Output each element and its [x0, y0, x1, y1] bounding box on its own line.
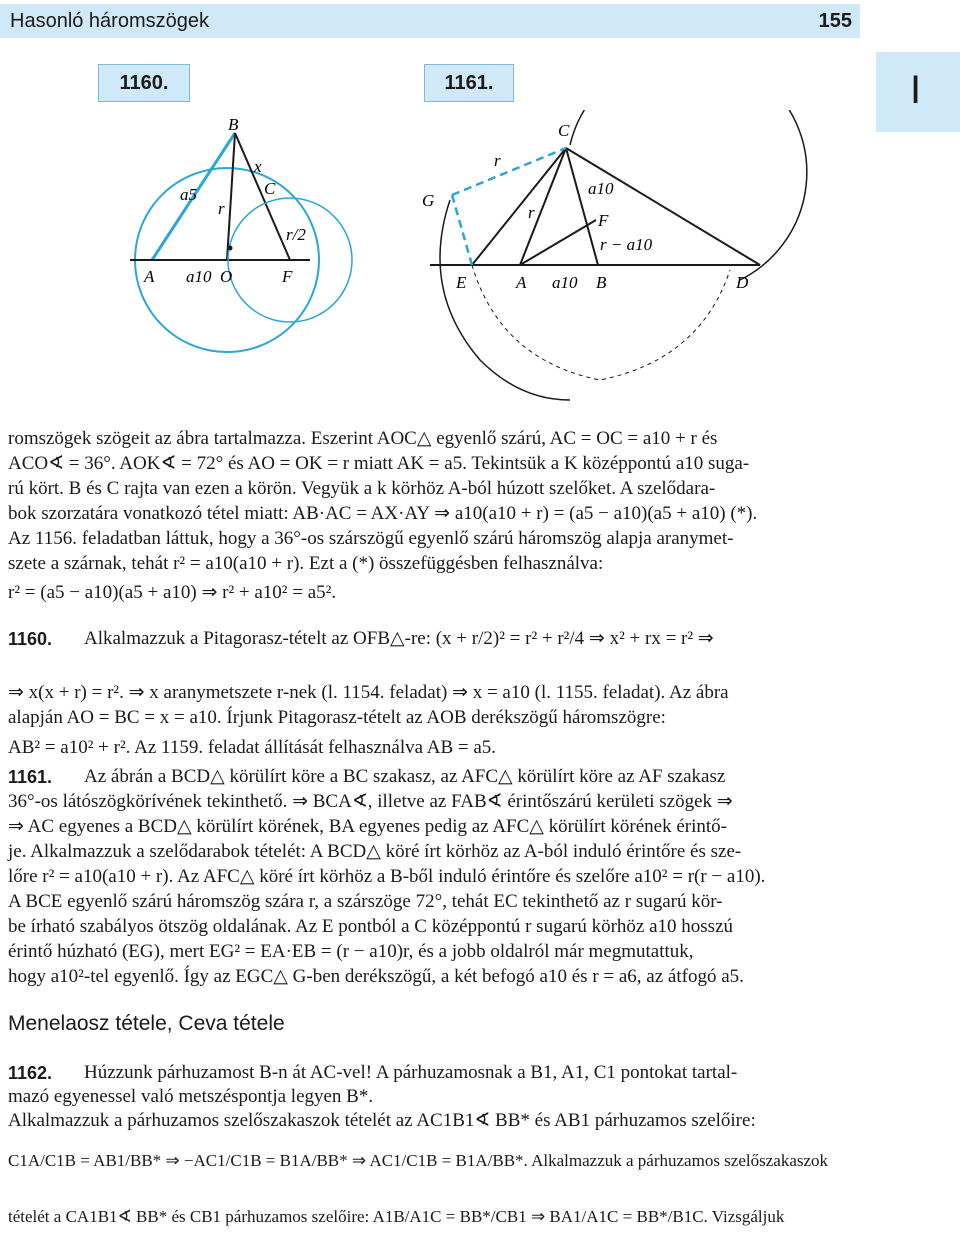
label-a10-top: a10 [588, 179, 614, 198]
label-F: F [282, 267, 293, 286]
text-line: A BCE egyenlő szárú háromszög szára r, a szárszöge 72°, tehát EC tekinthető az r sugarú kör- [8, 891, 723, 912]
label-a10: a10 [186, 267, 212, 286]
text-line: AB² = a10² + r². Az 1159. feladat állítását felhasználva AB = a5. [8, 737, 497, 758]
figure-1161 [400, 110, 830, 405]
figure-1160-bf [235, 133, 290, 260]
label-F: F [598, 211, 609, 230]
label-x: x [254, 157, 262, 176]
text-line: tételét a CA1B1∢ BB* és CB1 párhuzamos szelőire: A1B/A1C = BB*/CB1 ⇒ BA1/A1C = BB*/B1C. Vizsgáljuk [8, 1207, 785, 1226]
text-line: je. Alkalmazzuk a szelődarabok tételét: A BCD△ köré írt körhöz az A-ból induló érintőre és sze- [8, 841, 742, 862]
figure-1161-cd [566, 148, 760, 265]
page-header-title: Hasonló háromszögek [10, 10, 209, 32]
label-C: C [264, 179, 276, 198]
figure-1160 [130, 110, 380, 410]
text-line: ⇒ AC egyenes a BCD△ körülírt körének, BA egyenes pedig az AFC△ körülírt körének érintő- [8, 816, 727, 837]
text-line: lőre r² = a10(a10 + r). Az AFC△ köré írt körhöz a B-ből induló érintőre és szelőre a10² = r(r − a10). [8, 866, 766, 887]
text-line: be írható szabályos ötszög oldalának. Az E pontból a C középpontú r sugarú körhöz a10 hosszú [8, 916, 733, 937]
chapter-tab-label: I [910, 68, 922, 112]
text-line: Húzzunk párhuzamost B-n át AC-vel! A párhuzamosnak a B1, A1, C1 pontokat tartal- [84, 1062, 738, 1083]
text-line: Alkalmazzuk a Pitagorasz-tételt az OFB△-re: (x + r/2)² = r² + r²/4 ⇒ x² + rx = r² ⇒ [84, 628, 714, 649]
text-line: C1A/C1B = AB1/BB* ⇒ −AC1/C1B = B1A/BB* ⇒ AC1/C1B = B1A/BB*. Alkalmazzuk a párhuzamos szelőszakaszok [8, 1151, 829, 1170]
text-line: Alkalmazzuk a párhuzamos szelőszakaszok tételét az AC1B1∢ BB* és AB1 párhuzamos szelőire: [8, 1110, 756, 1131]
figure-1161-ce [472, 148, 566, 265]
label-B: B [596, 273, 607, 292]
figure-1161-ca [520, 148, 566, 265]
chapter-tab [876, 52, 960, 132]
label-C: C [558, 121, 570, 140]
text-line: Az 1156. feladatban láttuk, hogy a 36°-os szárszögű egyenlő szárú háromszög alapja aranymet- [8, 528, 734, 549]
label-r-mid: r [528, 203, 535, 222]
label-r2: r/2 [286, 225, 306, 244]
label-A: A [516, 273, 527, 292]
text-line: romszögek szögeit az ábra tartalmazza. Eszerint AOC△ egyenlő szárú, AC = OC = a10 + r és [8, 428, 718, 449]
text-line: alapján AO = BC = x = a10. Írjunk Pitagorasz-tételt az AOB derékszögű háromszögre: [8, 707, 666, 728]
text-line: bok szorzatára vonatkozó tétel miatt: AB·AC = AX·AY ⇒ a10(a10 + r) = (a5 − a10)(a5 + a10) (*). [8, 503, 758, 524]
label-a10-bot: a10 [552, 273, 578, 292]
text-line: r² = (a5 − a10)(a5 + a10) ⇒ r² + a10² = a5². [8, 582, 337, 603]
problem-number: 1160. [8, 629, 53, 649]
text-line: szete a szárnak, tehát r² = a10(a10 + r). Ezt a (*) összefüggésben felhasználva: [8, 553, 604, 574]
label-a5: a5 [180, 185, 197, 204]
page-number: 155 [818, 10, 852, 32]
text-line: 36°-os látószögkörívének tekinthető. ⇒ BCA∢, illetve az FAB∢ érintőszárú kerületi szögek ⇒ [8, 791, 733, 812]
label-r: r [218, 199, 225, 218]
figure-1161-af [520, 220, 596, 265]
text-line: Az ábrán a BCD△ körülírt köre a BC szakasz, az AFC△ körülírt köre az AF szakasz [84, 766, 726, 787]
figure-1161-gc [452, 148, 566, 195]
label-A: A [144, 267, 155, 286]
problem-box-1161: 1161. [424, 64, 514, 102]
figure-1160-point [228, 246, 233, 251]
problem-number: 1162. [8, 1063, 53, 1083]
text-line: ⇒ x(x + r) = r². ⇒ x aranymetszete r-nek (l. 1154. feladat) ⇒ x = a10 (l. 1155. feladat). Az ábra [8, 682, 729, 703]
problem-number: 1161. [8, 767, 53, 787]
text-line: érintő húzható (EG), mert EG² = EA·EB = (r − a10)r, és a jobb oldalról már megmutattuk, [8, 941, 694, 962]
label-E: E [456, 273, 467, 292]
label-O: O [220, 267, 233, 286]
label-D: D [736, 273, 749, 292]
text-line: rú kört. B és C rajta van ezen a körön. Vegyük a k körhöz A-ból húzott szelőket. A szelődara- [8, 478, 716, 499]
text-line: mazó egyenessel való metszéspontja legyen B*. [8, 1086, 374, 1107]
page-header [0, 4, 860, 38]
problem-box-1160: 1160. [98, 64, 190, 102]
label-B: B [228, 115, 239, 134]
section-title: Menelaosz tétele, Ceva tétele [8, 1012, 285, 1035]
figure-1161-ge [452, 195, 472, 265]
text-line: ACO∢ = 36°. AOK∢ = 72° és AO = OK = r miatt AK = a5. Tekintsük a K középpontú a10 suga- [8, 453, 750, 474]
label-G: G [422, 191, 435, 210]
label-r-top: r [494, 151, 501, 170]
label-r-minus: r − a10 [600, 235, 653, 254]
text-line: hogy a10²-tel egyenlő. Így az EGC△ G-ben derékszögű, a két befogó a10 és r = a6, az átfogó a5. [8, 966, 744, 987]
figure-1161-arc-left [440, 200, 570, 400]
